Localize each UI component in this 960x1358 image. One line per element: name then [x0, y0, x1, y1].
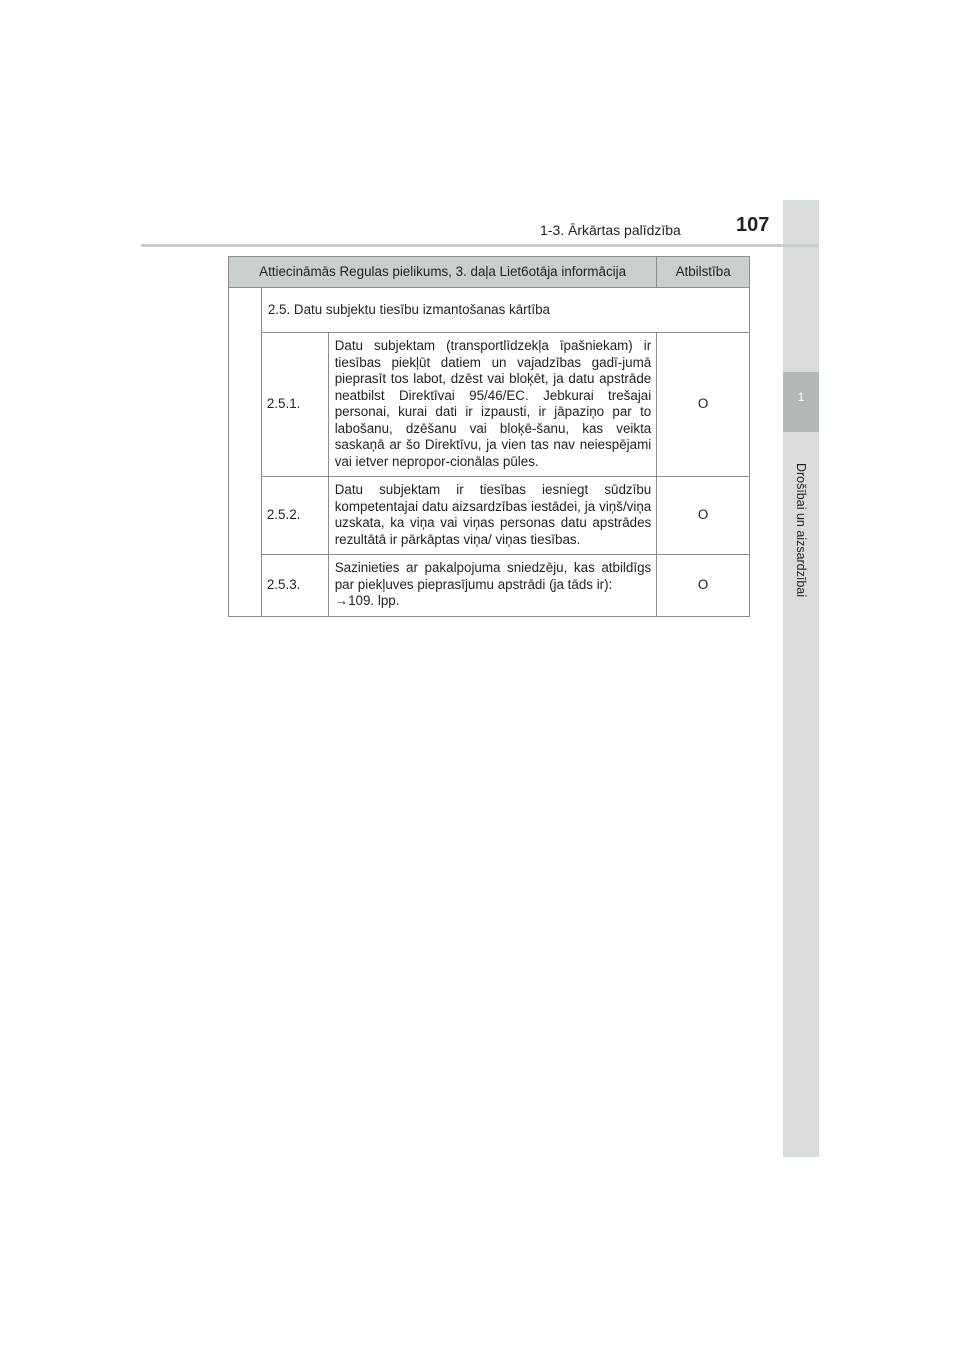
chapter-number: 1 — [797, 390, 805, 404]
row-compliance: O — [657, 333, 750, 477]
row-number: 2.5.2. — [261, 477, 328, 555]
row-number: 2.5.1. — [261, 333, 328, 477]
table-row — [229, 333, 750, 477]
row-compliance: O — [657, 477, 750, 555]
header-compliance: Atbilstība — [657, 257, 750, 288]
table-row — [229, 555, 750, 617]
page-number: 107 — [736, 214, 770, 236]
page-reference: →109. lpp. — [334, 593, 400, 608]
table-row — [229, 477, 750, 555]
indent-cell — [229, 288, 262, 617]
row-text: Datu subjektam ir tiesības iesniegt sūdzību kompetentajai datu aizsardzības iestādei, ja viņš/viņa uzskata, ka viņa vai viņas personas datu apstrādes rezultātā ir pārkāptas viņa/ viņas tiesības. — [328, 477, 657, 555]
section-heading: 2.5. Datu subjektu tiesību izmantošanas kārtība — [261, 288, 749, 333]
chapter-side-tab — [783, 200, 819, 1157]
chapter-title: Drošībai un aizsardzībai — [794, 462, 808, 598]
row-text-cell — [328, 555, 657, 617]
user-info-table — [228, 256, 750, 617]
section-title: 1-3. Ārkārtas palīdzība — [540, 222, 681, 238]
header-rule — [141, 244, 819, 247]
header-annex-info: Attiecināmās Regulas pielikums, 3. daļa Liet6otāja informācija — [229, 257, 657, 288]
row-text: Datu subjektam (transportlīdzekļa īpašniekam) ir tiesības piekļūt datiem un vajadzības gadī-jumā pieprasīt tos labot, dzēst vai bloķēt, ja datu apstrāde neatbilst Direktīvai 95/46/EC. Jebkurai trešajai personai, kurai dati ir izpausti, ir jāpaziņo par to labošanu, dzēšanu vai bloķē-šanu, kas veikta saskaņā ar šo Direktīvu, ja vien tas nav neiespējami vai ietver nepropor-cionālas pūles. — [328, 333, 657, 477]
table-header-row — [229, 257, 750, 288]
row-text: Sazinieties ar pakalpojuma sniedzēju, kas atbildīgs par piekļuves pieprasījumu apstrādi (ja tāds ir): — [334, 560, 652, 592]
section-heading-row — [229, 288, 750, 333]
row-compliance: O — [657, 555, 750, 617]
row-number: 2.5.3. — [261, 555, 328, 617]
